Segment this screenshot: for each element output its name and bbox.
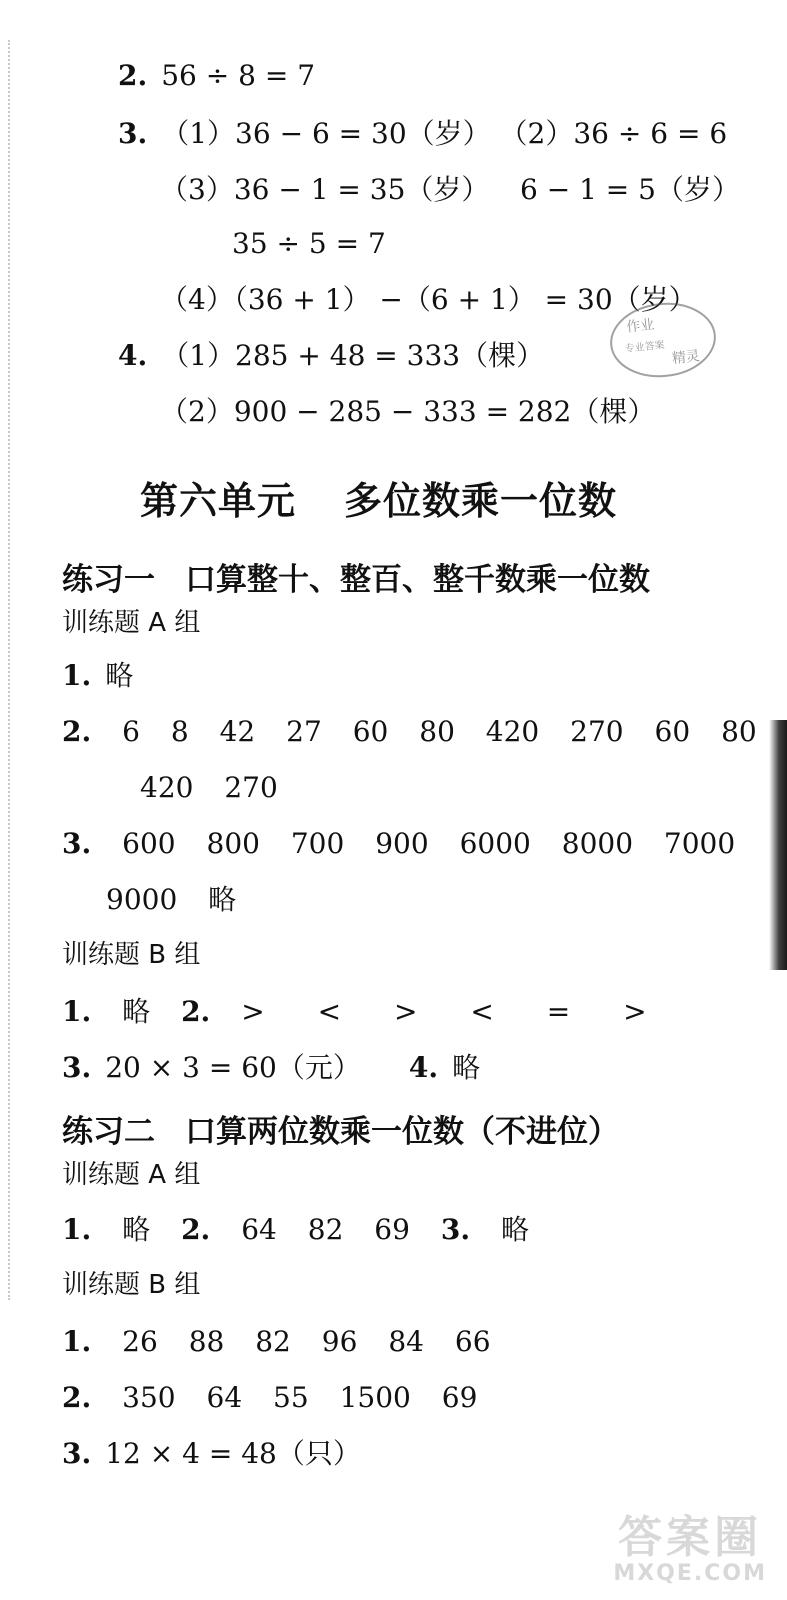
ex2-b3 [62,1436,361,1472]
comparison-symbol: > [623,995,647,1028]
answer-text: （1）285 + 48 = 333（棵） [161,339,545,372]
answer-line-3 [118,116,727,152]
value: 8000 [561,827,634,860]
exercise-name: 口算两位数乘一位数（不进位） [185,1114,619,1150]
svg-text:精灵: 精灵 [671,348,701,368]
scan-shadow [769,720,787,970]
ex2-a1 [62,1212,551,1248]
answer-text: 35 ÷ 5 = 7 [232,227,386,260]
answer-text: 略 [452,1051,481,1084]
comparison-symbol: < [317,995,342,1028]
item-number: 2. [181,1213,211,1246]
answer-text: 6 − 1 = 5（岁） [520,173,740,206]
value: 42 [219,715,256,748]
value: 270 [570,715,624,748]
answer-text: 略 [122,995,151,1028]
ex1-b1 [62,994,669,1030]
value: 55 [273,1381,309,1414]
value: 略 [208,883,237,916]
item-number: 3. [62,1051,92,1084]
answer-text: 略 [500,1213,529,1246]
answer-text: 略 [122,1213,151,1246]
answer-line-3-3b [520,172,740,208]
item-number: 3. [62,1437,92,1470]
exercise-1-title [62,554,650,599]
value: 66 [454,1325,491,1358]
value: 64 [241,1213,277,1246]
exercise-name: 口算整十、整百、整千数乘一位数 [185,562,650,598]
group-a-heading: 训练题 A 组 [62,608,201,638]
comparison-symbol: > [393,995,418,1028]
item-number: 2. [62,1381,92,1414]
value: 84 [388,1325,424,1358]
ex1-a2-cont [140,770,300,806]
value: 350 [122,1381,176,1414]
value: 82 [255,1325,291,1358]
ex1-b3 [62,1050,480,1086]
exercise-label: 练习一 [62,562,155,598]
item-number: 4. [118,339,148,372]
watermark-logo [613,1501,767,1586]
item-number: 1. [62,1213,92,1246]
answer-text: 56 ÷ 8 = 7 [161,59,316,92]
group-a-heading: 训练题 A 组 [62,1160,201,1190]
item-number: 1. [62,1325,92,1358]
ex1-a1 [62,658,133,694]
value: 26 [122,1325,158,1358]
ex1-a3-cont [106,882,258,918]
item-number: 3. [440,1213,471,1246]
value: 6000 [459,827,531,860]
svg-text:专业答案: 专业答案 [624,339,666,356]
exercise-label: 练习二 [62,1114,155,1150]
item-number: 2. [118,59,148,92]
value: 60 [654,715,691,748]
value: 27 [286,715,322,748]
comparison-symbol: > [241,995,265,1028]
comparison-symbol: = [546,995,571,1028]
value: 80 [721,715,757,748]
item-number: 4. [408,1051,439,1084]
ex2-b1 [62,1324,513,1360]
svg-text:作业: 作业 [625,316,656,336]
item-number: 2. [181,995,211,1028]
comparison-symbol: < [470,995,494,1028]
value: 1500 [339,1381,411,1414]
value: 270 [224,771,278,804]
unit-number: 第六单元 [140,479,297,523]
item-number: 1. [62,995,92,1028]
value: 8 [170,715,189,748]
value: 700 [290,827,345,860]
unit-title [140,470,617,525]
unit-name: 多位数乘一位数 [344,479,618,523]
value: 900 [375,827,429,860]
value: 96 [321,1325,358,1358]
value: 600 [122,827,176,860]
value: 69 [374,1213,410,1246]
watermark-url: MXQE.COM [613,1561,767,1586]
group-b-heading: 训练题 B 组 [62,940,201,970]
exercise-2-title [62,1106,619,1151]
answer-text: （4）（36 + 1） −（6 + 1） = 30（岁） [160,283,697,316]
answer-line-4-2 [160,394,655,430]
item-number: 3. [118,117,148,150]
stamp-icon [604,294,722,385]
answer-line-3-3c [232,226,386,262]
answer-text: （3）36 − 1 = 35（岁） [160,173,490,206]
item-number: 3. [62,827,92,860]
value: 420 [485,715,540,748]
answer-line-3-3 [160,172,489,208]
answer-text: 12 × 4 = 48（只） [105,1437,361,1470]
value: 420 [140,771,194,804]
binding-edge [8,40,10,1300]
answer-line-2 [118,58,315,94]
answer-text: （1）36 − 6 = 30（岁） （2）36 ÷ 6 = 6 [161,117,728,150]
ex1-a3 [62,826,757,862]
group-b-heading: 训练题 B 组 [62,1270,201,1300]
value: 6 [122,715,140,748]
value: 9000 [106,883,178,916]
answer-text: 略 [105,659,134,692]
answer-text: 20 × 3 = 60（元） [105,1051,361,1084]
answer-line-4 [118,338,544,374]
value: 88 [188,1325,225,1358]
watermark-title: 答案圈 [618,1512,763,1563]
value: 82 [307,1213,344,1246]
value: 69 [441,1381,478,1414]
value: 80 [419,715,455,748]
answer-text: （2）900 − 285 − 333 = 282（棵） [160,395,656,428]
ex2-b2 [62,1380,499,1416]
value: 800 [206,827,260,860]
ex1-a2 [62,714,779,750]
value: 60 [352,715,389,748]
value: 64 [206,1381,243,1414]
value: 7000 [663,827,736,860]
item-number: 1. [62,659,92,692]
item-number: 2. [62,715,92,748]
